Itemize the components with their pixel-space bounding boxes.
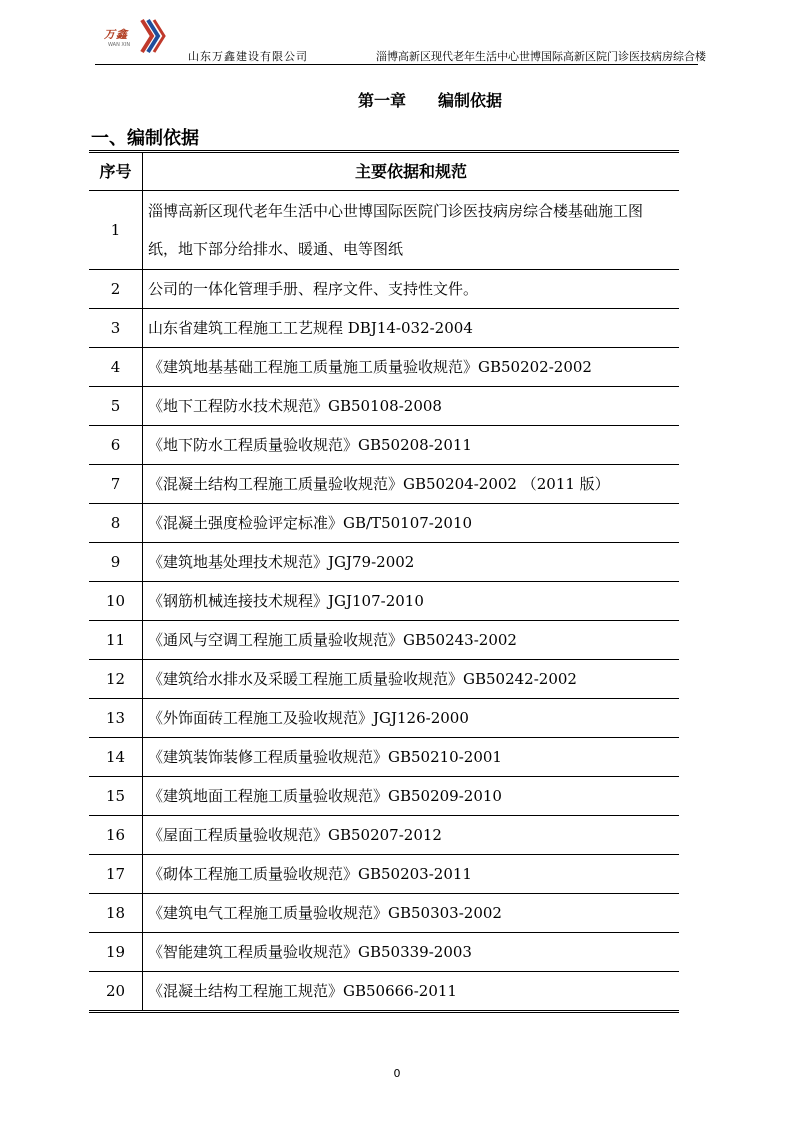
- row-description: 《建筑给水排水及采暖工程施工质量验收规范》GB50242-2002: [143, 660, 680, 699]
- table-row: [89, 621, 679, 660]
- section-title: 一、编制依据: [91, 128, 199, 149]
- row-number: 20: [89, 972, 143, 1012]
- table-row: [89, 582, 679, 621]
- row-number: 12: [89, 660, 143, 699]
- table-row: [89, 699, 679, 738]
- row-number: 4: [89, 348, 143, 387]
- table-row: [89, 465, 679, 504]
- header-company-name: 山东万鑫建设有限公司: [188, 50, 308, 63]
- row-number: 3: [89, 309, 143, 348]
- row-description-text: 淄博高新区现代老年生活中心世博国际医院门诊医技病房综合楼基础施工图纸，地下部分给排水、暖通、电等图纸: [148, 202, 644, 258]
- row-description: 《智能建筑工程质量验收规范》GB50339-2003: [143, 933, 680, 972]
- row-number: 16: [89, 816, 143, 855]
- row-description: 《地下防水工程质量验收规范》GB50208-2011: [143, 426, 680, 465]
- row-number: 19: [89, 933, 143, 972]
- table-row: [89, 855, 679, 894]
- logo-text: 万鑫: [104, 28, 128, 41]
- table-row: [89, 426, 679, 465]
- row-number: 11: [89, 621, 143, 660]
- table-header-row: [89, 152, 679, 191]
- header-divider: [95, 64, 698, 65]
- table-row: [89, 543, 679, 582]
- row-number: 15: [89, 777, 143, 816]
- table-row: [89, 191, 679, 270]
- row-description: 《建筑地基基础工程施工质量施工质量验收规范》GB50202-2002: [143, 348, 680, 387]
- row-description: [143, 191, 680, 270]
- row-description: 《混凝土强度检验评定标准》GB/T50107-2010: [143, 504, 680, 543]
- row-description: 《钢筋机械连接技术规程》JGJ107-2010: [143, 582, 680, 621]
- table-row: [89, 894, 679, 933]
- logo-mark-icon: [140, 16, 166, 56]
- row-number: 6: [89, 426, 143, 465]
- row-description: 山东省建筑工程施工工艺规程 DBJ14-032-2004: [143, 309, 680, 348]
- row-number: 8: [89, 504, 143, 543]
- header-number: 序号: [89, 152, 143, 191]
- row-description: 《建筑电气工程施工质量验收规范》GB50303-2002: [143, 894, 680, 933]
- row-number: 1: [89, 191, 143, 270]
- table-row: [89, 504, 679, 543]
- table-row: [89, 387, 679, 426]
- table-row: [89, 933, 679, 972]
- table-row: [89, 972, 679, 1012]
- row-number: 10: [89, 582, 143, 621]
- row-description: 《混凝土结构工程施工规范》GB50666-2011: [143, 972, 680, 1012]
- row-description: 《地下工程防水技术规范》GB50108-2008: [143, 387, 680, 426]
- page-number: 0: [393, 1067, 401, 1080]
- table-row: [89, 738, 679, 777]
- row-description: 《建筑地基处理技术规范》JGJ79-2002: [143, 543, 680, 582]
- row-description: 公司的一体化管理手册、程序文件、支持性文件。: [143, 270, 680, 309]
- table-row: [89, 309, 679, 348]
- header-project-name: 淄博高新区现代老年生活中心世博国际高新区院门诊医技病房综合楼: [376, 50, 706, 63]
- row-description: 《建筑装饰装修工程质量验收规范》GB50210-2001: [143, 738, 680, 777]
- row-number: 9: [89, 543, 143, 582]
- table-row: [89, 348, 679, 387]
- row-number: 7: [89, 465, 143, 504]
- row-number: 17: [89, 855, 143, 894]
- row-description: 《砌体工程施工质量验收规范》GB50203-2011: [143, 855, 680, 894]
- reference-table: [89, 150, 679, 1013]
- row-number: 5: [89, 387, 143, 426]
- row-description: 《通风与空调工程施工质量验收规范》GB50243-2002: [143, 621, 680, 660]
- row-description: 《屋面工程质量验收规范》GB50207-2012: [143, 816, 680, 855]
- row-number: 13: [89, 699, 143, 738]
- chapter-title: 第一章 编制依据: [358, 91, 503, 110]
- row-description: 《建筑地面工程施工质量验收规范》GB50209-2010: [143, 777, 680, 816]
- table-row: [89, 270, 679, 309]
- table-row: [89, 816, 679, 855]
- row-number: 14: [89, 738, 143, 777]
- logo-subtext: WAN XIN: [108, 42, 131, 48]
- row-number: 2: [89, 270, 143, 309]
- row-number: 18: [89, 894, 143, 933]
- table-row: [89, 777, 679, 816]
- row-description: 《混凝土结构工程施工质量验收规范》GB50204-2002 （2011 版）: [143, 465, 680, 504]
- table-row: [89, 660, 679, 699]
- row-description: 《外饰面砖工程施工及验收规范》JGJ126-2000: [143, 699, 680, 738]
- header-basis: 主要依据和规范: [143, 152, 680, 191]
- company-logo: [104, 16, 164, 56]
